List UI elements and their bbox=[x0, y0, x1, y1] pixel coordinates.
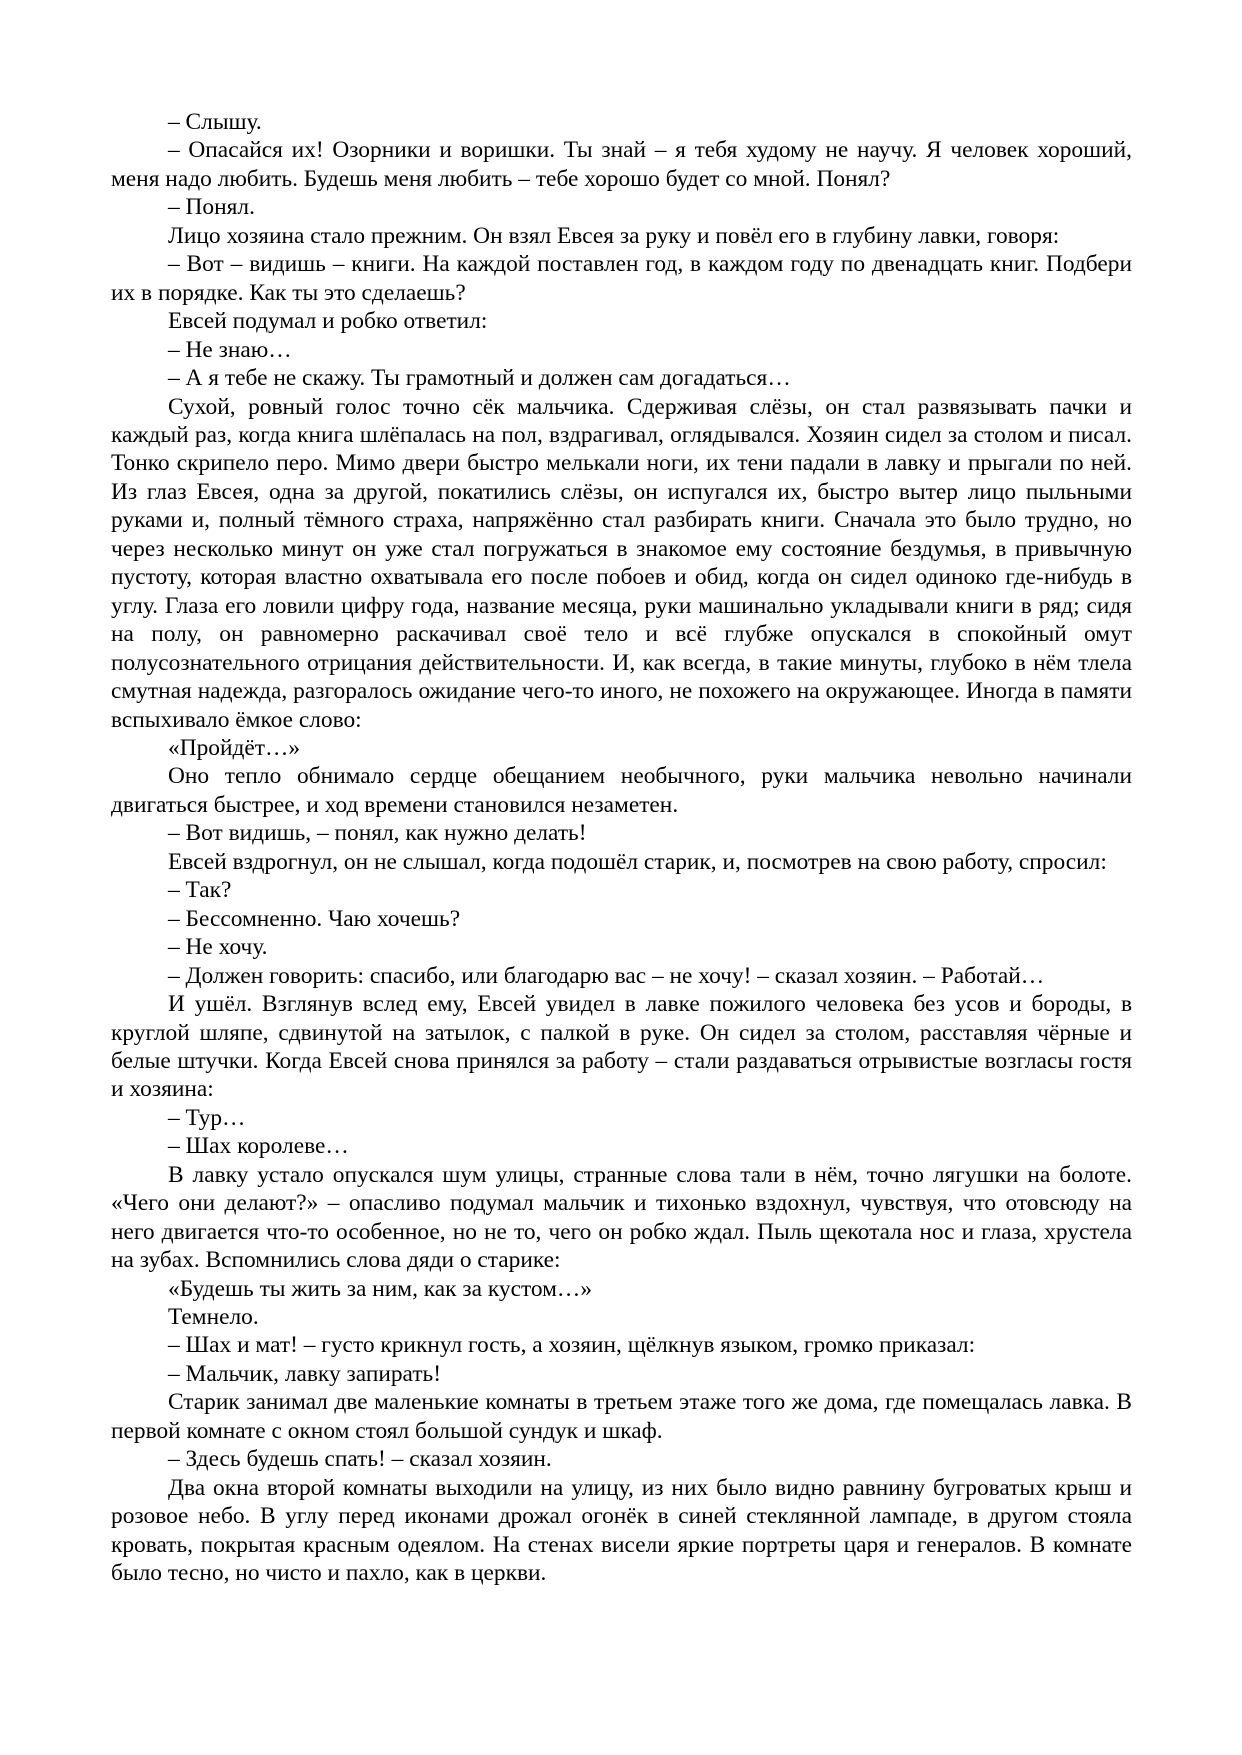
paragraph: Старик занимал две маленькие комнаты в третьем этаже того же дома, где помещалась лавка. В первой комнате с окном стоял большой сундук и шкаф. bbox=[111, 1389, 1132, 1444]
paragraph: – Здесь будешь спать! – сказал хозяин. bbox=[168, 1446, 552, 1473]
paragraph: И ушёл. Взглянув вслед ему, Евсей увидел в лавке пожилого человека без усов и бороды, в круглой шляпе, сдвинутой на затылок, с палкой в руке. Он сидел за столом, расставляя чёрные и белые штучки. Когда Евсей снова принялся за работу – стали раздаваться отрывистые возгласы гостя и хозяина: bbox=[111, 991, 1132, 1103]
paragraph: – Вот – видишь – книги. На каждой поставлен год, в каждом году по двенадцать книг. Подбери их в порядке. Как ты это сделаешь? bbox=[111, 251, 1132, 306]
paragraph: Два окна второй комнаты выходили на улицу, из них было видно равнину бугроватых крыш и розовое небо. В углу перед иконами дрожал огонёк в синей стеклянной лампаде, в другом стояла кровать, покрытая красным одеялом. На стенах висели яркие портреты царя и генералов. В комнате было тесно, но чисто и пахло, как в церкви. bbox=[111, 1474, 1132, 1587]
paragraph: Темнело. bbox=[168, 1304, 259, 1331]
paragraph: «Будешь ты жить за ним, как за кустом…» bbox=[168, 1275, 593, 1302]
paragraph: Евсей подумал и робко ответил: bbox=[168, 308, 488, 335]
paragraph: – Понял. bbox=[168, 194, 255, 221]
paragraph: «Пройдёт…» bbox=[168, 734, 301, 761]
paragraph: – Вот видишь, – понял, как нужно делать! bbox=[168, 820, 587, 847]
paragraph: – Шах королеве… bbox=[168, 1133, 349, 1160]
paragraph: – Слышу. bbox=[168, 109, 262, 135]
paragraph: – Мальчик, лавку запирать! bbox=[168, 1360, 441, 1387]
paragraph: – Так? bbox=[168, 877, 232, 904]
paragraph: – А я тебе не скажу. Ты грамотный и должен сам догадаться… bbox=[168, 365, 791, 392]
paragraph: – Шах и мат! – густо крикнул гость, а хозяин, щёлкнув языком, громко приказал: bbox=[168, 1332, 976, 1359]
paragraph: Лицо хозяина стало прежним. Он взял Евсея за руку и повёл его в глубину лавки, говоря: bbox=[168, 222, 1060, 249]
paragraph: Сухой, ровный голос точно сёк мальчика. Сдерживая слёзы, он стал развязывать пачки и каждый раз, когда книга шлёпалась на пол, вздрагивал, оглядывался. Хозяин сидел за столом и писал. Тонко скрипело перо. Мимо двери быстро мелькали ноги, их тени падали в лавку и прыгали по ней. Из глаз Евсея, одна за другой, покатились слёзы, он испугался их, быстро вытер лицо пыльными руками и, полный тёмного страха, напряжённо стал разбирать книги. Сначала это было трудно, но через несколько минут он уже стал погружаться в знакомое ему состояние бездумья, в привычную пустоту, которая властно охватывала его после побоев и обид, когда он сидел одиноко где-нибудь в углу. Глаза его ловили цифру года, название месяца, руки машинально укладывали книги в ряд; сидя на полу, он равномерно раскачивал своё тело и всё глубже опускался в спокойный омут полусознательного отрицания действительности. И, как всегда, в такие минуты, глубоко в нём тлела смутная надежда, разгоралось ожидание чего-то иного, не похожего на окружающее. Иногда в памяти вспыхивало ёмкое слово: bbox=[111, 393, 1132, 733]
paragraph: – Должен говорить: спасибо, или благодарю вас – не хочу! – сказал хозяин. – Работай… bbox=[168, 962, 1045, 989]
paragraph: Оно тепло обнимало сердце обещанием необычного, руки мальчика невольно начинали двигаться быстрее, и ход времени становился незаметен. bbox=[111, 763, 1132, 818]
paragraph: – Бессомненно. Чаю хочешь? bbox=[168, 905, 461, 932]
paragraph: – Тур… bbox=[168, 1104, 246, 1131]
paragraph: – Не хочу. bbox=[168, 934, 268, 961]
paragraph: – Не знаю… bbox=[168, 336, 292, 363]
body-text bbox=[111, 108, 1132, 1588]
paragraph: В лавку устало опускался шум улицы, странные слова тали в нём, точно лягушки на болоте. «Чего они делают?» – опасливо подумал мальчик и тихонько вздохнул, чувствуя, что отовсюду на него двигается что-то особенное, но не то, чего он робко ждал. Пыль щекотала нос и глаза, хрустела на зубах. Вспомнились слова дяди о старике: bbox=[111, 1161, 1132, 1274]
paragraph: Евсей вздрогнул, он не слышал, когда подошёл старик, и, посмотрев на свою работу, спросил: bbox=[168, 848, 1107, 875]
paragraph: – Опасайся их! Озорники и воришки. Ты знай – я тебя худому не научу. Я человек хороший, меня надо любить. Будешь меня любить – тебе хорошо будет со мной. Понял? bbox=[111, 137, 1132, 192]
